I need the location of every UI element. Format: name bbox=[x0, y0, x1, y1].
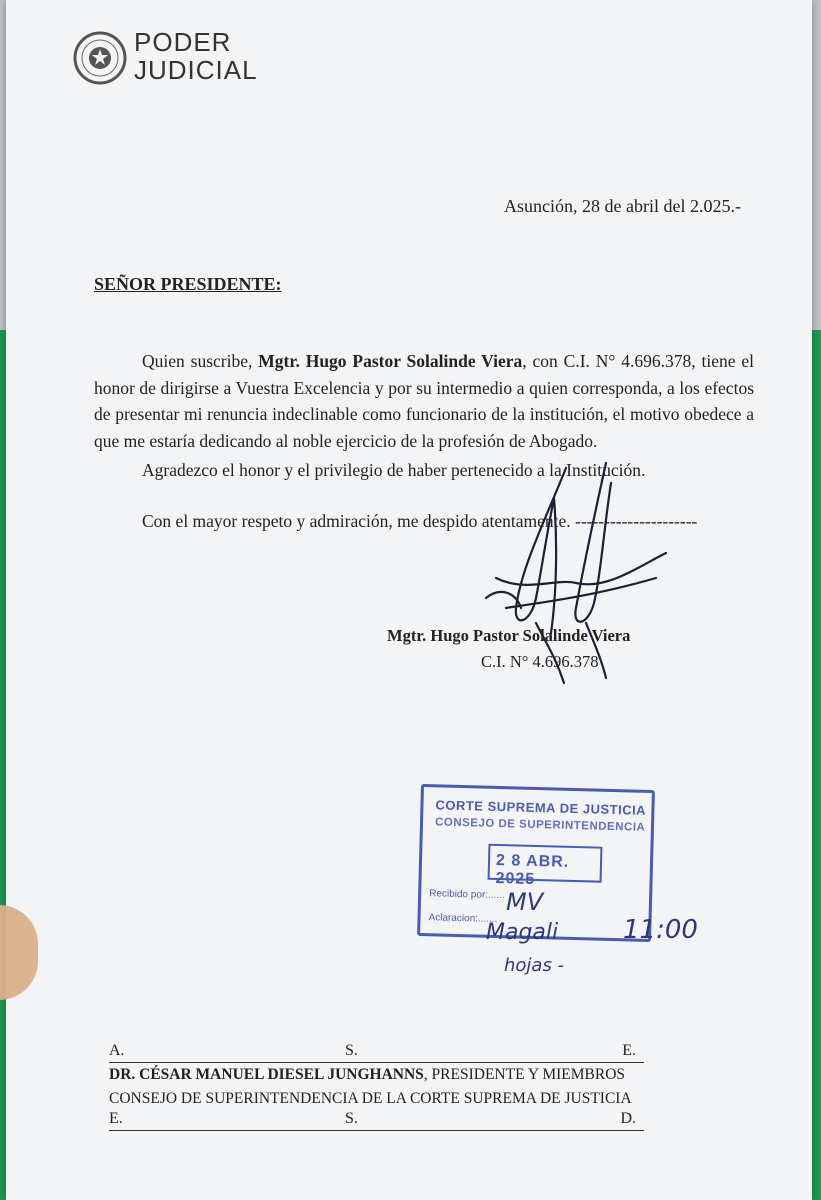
signer-id: C.I. N° 4.696.378 bbox=[481, 652, 599, 671]
document-page bbox=[6, 0, 812, 1200]
addressee-role: , PRESIDENTE Y MIEMBROS bbox=[423, 1066, 626, 1083]
p1-name: Mgtr. Hugo Pastor Solalinde Viera bbox=[258, 351, 523, 371]
signer-name: Mgtr. Hugo Pastor Solalinde Viera bbox=[387, 626, 631, 645]
p1-intro: Quien suscribe, bbox=[142, 351, 259, 371]
stamp-court: CORTE SUPREMA DE JUSTICIA bbox=[435, 797, 647, 818]
addressee-a: A. bbox=[109, 1042, 125, 1059]
addressee-bottom-line bbox=[109, 1110, 644, 1131]
letterhead-title bbox=[134, 28, 258, 84]
addressee-bottom-s: S. bbox=[345, 1110, 358, 1127]
handwritten-initials: MV bbox=[506, 888, 544, 916]
seal-icon bbox=[72, 30, 128, 86]
letterhead-line2: JUDICIAL bbox=[134, 55, 258, 85]
addressee-line-2: CONSEJO DE SUPERINTENDENCIA DE LA CORTE SUPREMA DE JUSTICIA bbox=[109, 1090, 632, 1107]
reception-stamp bbox=[417, 784, 655, 942]
letterhead-line1: PODER bbox=[134, 27, 232, 57]
addressee-name: DR. CÉSAR MANUEL DIESEL JUNGHANNS bbox=[109, 1066, 424, 1083]
handwritten-time: 11:00 bbox=[623, 915, 698, 945]
stamp-received-label: Recibido por:...... bbox=[429, 888, 505, 902]
paragraph-3: Con el mayor respeto y admiración, me despido atentamente. --------------------- bbox=[142, 510, 698, 531]
addressee-s: S. bbox=[345, 1042, 358, 1059]
paragraph-2: Agradezco el honor y el privilegio de haber pertenecido a la Institución. bbox=[142, 460, 646, 480]
handwritten-name: Magali bbox=[486, 920, 559, 945]
stamp-date: 2 8 ABR. 2025 bbox=[495, 851, 570, 888]
letterhead-logo bbox=[72, 27, 282, 90]
stamp-council: CONSEJO DE SUPERINTENDENCIA bbox=[434, 816, 646, 834]
paragraph-1 bbox=[94, 348, 754, 454]
addressee-e: E. bbox=[622, 1042, 636, 1059]
salutation: SEÑOR PRESIDENTE: bbox=[94, 274, 282, 294]
addressee-top-line bbox=[109, 1042, 644, 1063]
p1-rest: , con C.I. N° 4.696.378, tiene el honor de dirigirse a Vuestra Excelencia y por su intermedio a quien corresponda, a los efectos de presentar mi renuncia indeclinable como funcionario de la institución, el motivo obedece a que me estaría dedicando al noble ejercicio de la profesión de Abogado. bbox=[94, 351, 755, 451]
addressee-bottom-e: E. bbox=[109, 1110, 123, 1127]
addressee-line-1 bbox=[109, 1066, 625, 1084]
handwritten-pages: hojas - bbox=[504, 955, 565, 976]
stamp-clarification-label: Aclaracion:....... bbox=[428, 912, 498, 926]
date-line: Asunción, 28 de abril del 2.025.- bbox=[504, 196, 741, 216]
stamp-date-box bbox=[488, 844, 603, 888]
addressee-bottom-d: D. bbox=[620, 1110, 636, 1127]
